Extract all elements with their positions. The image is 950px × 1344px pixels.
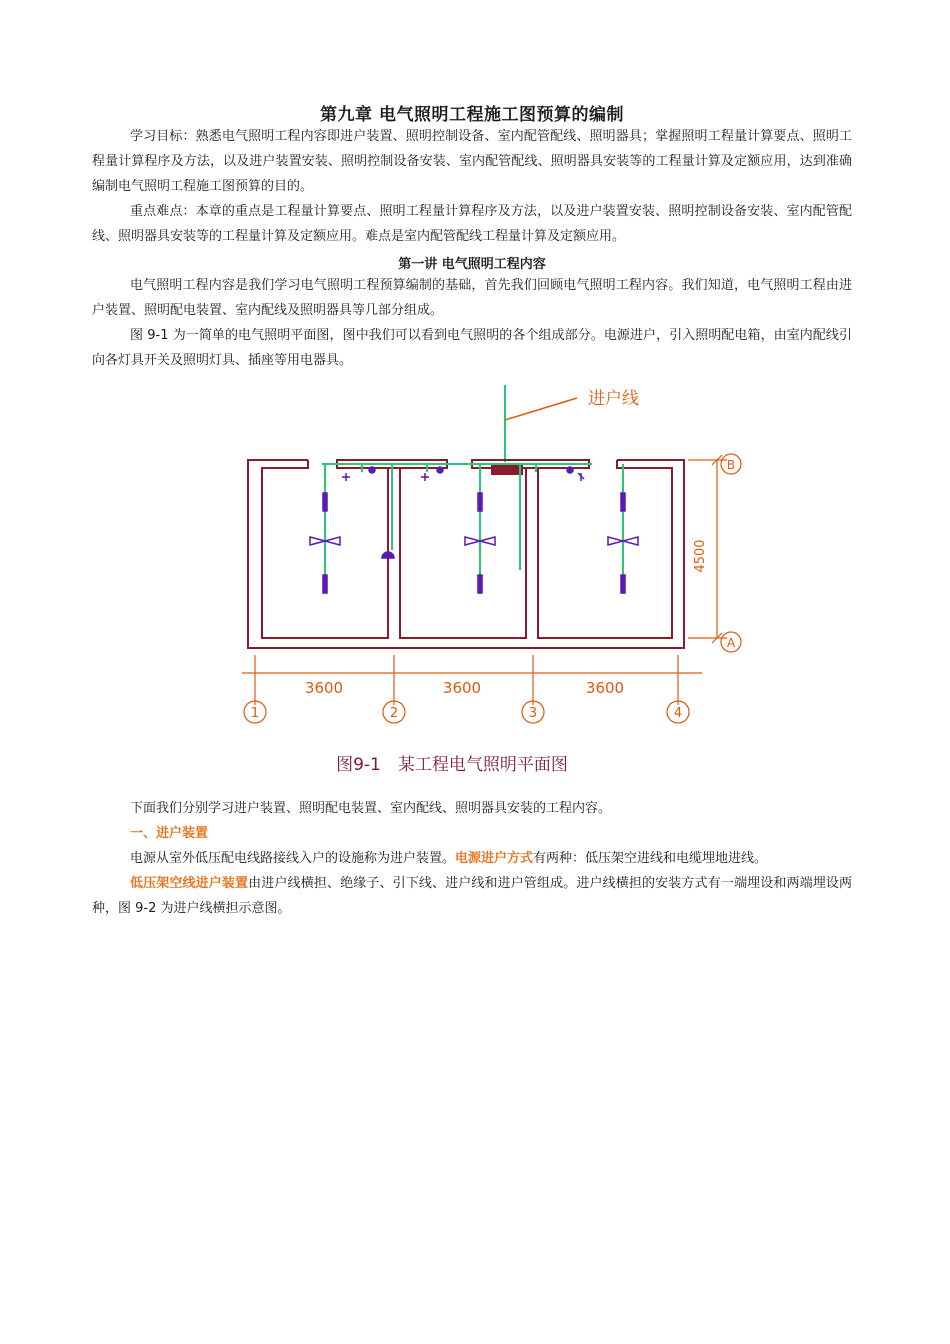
entry-method-term: 电源进户方式 [455, 851, 534, 866]
key-points-paragraph: 重点难点：本章的重点是工程量计算要点、照明工程量计算程序及方法，以及进户装置安装、照明控制设备安装、室内配管配线、照明器具安装等的工程量计算及定额应用。难点是室内配管配线工程量计算及定额应用。 [92, 204, 852, 244]
overhead-entry-text: 由进户线横担、绝缘子、引下线、进户线和进户管组成。进户线横担的安装方式有一端埋设和两端埋设两种，图 9-2 为进户线横担示意图。 [92, 876, 852, 916]
overhead-entry-paragraph [92, 871, 852, 921]
span-dimension: 3600 [304, 679, 344, 697]
fluorescent-lamp-icon [323, 493, 327, 511]
lecture-heading: 第一讲 电气照明工程内容 [398, 257, 546, 272]
entry-device-paragraph [92, 846, 852, 871]
entry-device-definition: 电源从室外低压配电线路接线入户的设施称为进户装置。 [130, 851, 456, 866]
overhead-entry-term: 低压架空线进户装置 [130, 876, 249, 891]
section-1-heading-row [92, 821, 852, 846]
incoming-label: 进户线 [588, 389, 639, 409]
span-dimension: 3600 [585, 679, 625, 697]
axis-label-3: 3 [528, 706, 538, 721]
section-1-heading: 一、进户装置 [130, 826, 209, 841]
axis-label-1: 1 [250, 706, 260, 721]
intro-paragraph: 电气照明工程内容是我们学习电气照明工程预算编制的基础，首先我们回顾电气照明工程内容。我们知道，电气照明工程由进户装置、照明配电装置、室内配线及照明器具等几部分组成。 [92, 278, 852, 318]
axis-label-b: B [726, 458, 736, 472]
walls [248, 460, 684, 648]
learning-goal-paragraph: 学习目标：熟悉电气照明工程内容即进户装置、照明控制设备、室内配管配线、照明器具；掌握照明工程量计算要点、照明工程量计算程序及方法，以及进户装置安装、照明控制设备安装、室内配管配线、照明器具安装等的工程量计算及定额应用，达到准确编制电气照明工程施工图预算的目的。 [92, 129, 852, 194]
dimension-4500: 4500 [693, 539, 708, 573]
span-dimension: 3600 [442, 679, 482, 697]
socket-icon [382, 552, 394, 558]
fluorescent-lamp-icon [478, 575, 482, 593]
figure-9-1 [242, 380, 752, 780]
figure-caption: 图9-1 某工程电气照明平面图 [336, 755, 568, 775]
outlet-icon [342, 473, 350, 481]
fixtures [310, 467, 638, 593]
axis-label-a: A [726, 636, 736, 650]
wiring [322, 464, 623, 585]
fluorescent-lamp-icon [621, 575, 625, 593]
chapter-title: 第九章 电气照明工程施工图预算的编制 [320, 105, 624, 125]
fluorescent-lamp-icon [621, 493, 625, 511]
floor-plan-diagram [242, 380, 752, 780]
switch-icon [567, 467, 573, 473]
switch-icon [369, 467, 375, 473]
fluorescent-lamp-icon [478, 493, 482, 511]
incoming-leader-line [505, 398, 577, 420]
switch-icon [437, 467, 443, 473]
fluorescent-lamp-icon [323, 575, 327, 593]
outlet-icon [421, 473, 429, 481]
axis-label-4: 4 [673, 706, 683, 721]
figure-intro-paragraph: 图 9-1 为一简单的电气照明平面图，图中我们可以看到电气照明的各个组成部分。电源进户，引入照明配电箱，由室内配线引向各灯具开关及照明灯具、插座等用电器具。 [92, 328, 852, 368]
outlet-icon [578, 473, 584, 481]
entry-method-text: 有两种：低压架空进线和电缆埋地进线。 [533, 851, 768, 866]
axis-label-2: 2 [389, 706, 399, 721]
next-topics-paragraph: 下面我们分别学习进户装置、照明配电装置、室内配线、照明器具安装的工程内容。 [130, 801, 612, 816]
